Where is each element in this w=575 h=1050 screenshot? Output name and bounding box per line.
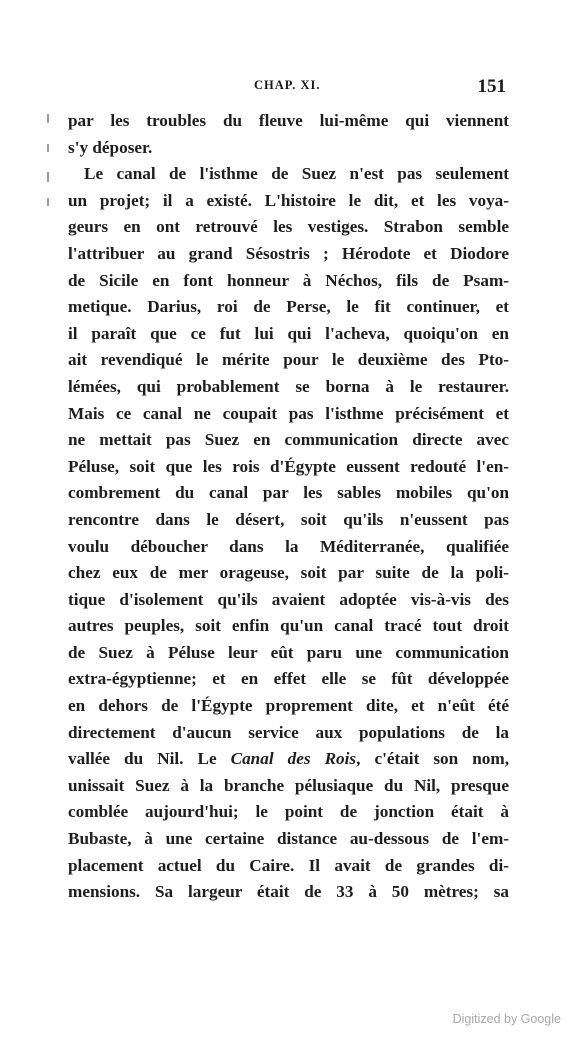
text-line: de Suez à Péluse leur eût paru une communication bbox=[68, 642, 509, 662]
text-line: ait revendiqué le mérite pour le deuxième des Pto- bbox=[68, 350, 509, 370]
text-line: l'attribuer au grand Sésostris ; Hérodote et Diodore bbox=[68, 243, 509, 263]
text-line: rencontre dans le désert, soit qu'ils n'eussent pas bbox=[68, 509, 509, 529]
text-line: voulu déboucher dans la Méditerranée, qualifiée bbox=[68, 536, 509, 556]
margin-marks bbox=[44, 110, 58, 210]
text-line: Péluse, soit que les rois d'Égypte eussent redouté l'en- bbox=[68, 456, 509, 476]
text-line: par les troubles du fleuve lui-même qui viennent bbox=[68, 111, 509, 130]
margin-mark bbox=[47, 144, 49, 152]
text-line: directement d'aucun service aux populations de la bbox=[68, 722, 509, 742]
text-line: tique d'isolement qu'ils avaient adoptée vis-à-vis des bbox=[68, 589, 509, 609]
text-line: lémées, qui probablement se borna à le restaurer. bbox=[68, 376, 509, 396]
text-line: unissait Suez à la branche pélusiaque du Nil, presque bbox=[68, 775, 509, 795]
digitized-watermark: Digitized by Google bbox=[452, 1012, 561, 1026]
text-line: comblée aujourd'hui; le point de jonction était à bbox=[68, 802, 509, 822]
text-line: en dehors de l'Égypte proprement dite, et n'eût été bbox=[68, 696, 509, 716]
page-number: 151 bbox=[477, 76, 506, 97]
margin-mark bbox=[47, 198, 49, 206]
text-line: Mais ce canal ne coupait pas l'isthme précisément et bbox=[68, 403, 509, 423]
text-line: ne mettait pas Suez en communication directe avec bbox=[68, 430, 509, 450]
margin-mark bbox=[47, 172, 49, 182]
text-line: Bubaste, à une certaine distance au-dessous de l'em- bbox=[68, 829, 509, 849]
text-line: autres peuples, soit enfin qu'un canal tracé tout droit bbox=[68, 616, 509, 636]
text-line: combrement du canal par les sables mobiles qu'on bbox=[68, 483, 509, 503]
text-line: metique. Darius, roi de Perse, le fit continuer, et bbox=[68, 297, 509, 317]
running-header bbox=[68, 76, 508, 98]
text-line: Le canal de l'isthme de Suez n'est pas seulement bbox=[84, 164, 509, 184]
text-line: extra-égyptienne; et en effet elle se fût développée bbox=[68, 669, 509, 689]
chapter-heading: CHAP. XI. bbox=[254, 78, 321, 92]
text-line: vallée du Nil. Le Canal des Rois, c'était son nom, bbox=[68, 749, 509, 769]
text-line: s'y déposer. bbox=[68, 137, 153, 157]
italic-phrase: Canal des Rois bbox=[230, 749, 357, 769]
body-text bbox=[68, 108, 509, 906]
text-line: de Sicile en font honneur à Néchos, fils de Psam- bbox=[68, 270, 509, 290]
text-line: un projet; il a existé. L'histoire le dit, et les voya- bbox=[68, 190, 509, 210]
text-line: placement actuel du Caire. Il avait de grandes di- bbox=[68, 855, 509, 875]
margin-mark bbox=[47, 114, 49, 123]
text-line: chez eux de mer orageuse, soit par suite de la poli- bbox=[68, 563, 509, 583]
text-line: geurs en ont retrouvé les vestiges. Strabon semble bbox=[68, 217, 509, 237]
text-line: mensions. Sa largeur était de 33 à 50 mètres; sa bbox=[68, 882, 509, 902]
text-line: il paraît que ce fut lui qui l'acheva, quoiqu'on en bbox=[68, 323, 509, 343]
